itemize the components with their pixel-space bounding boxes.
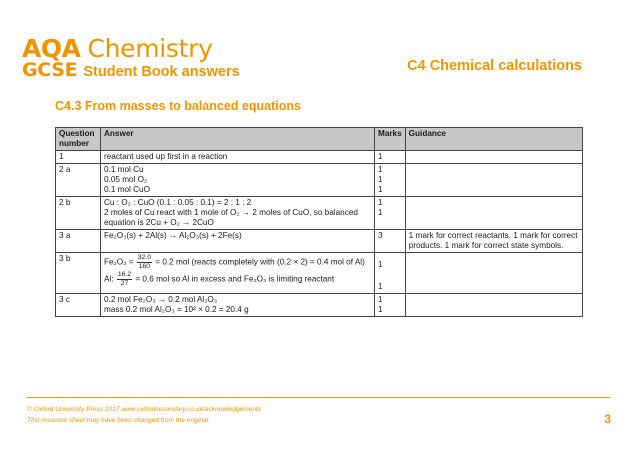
marks-cell xyxy=(375,197,406,230)
page-number: 3 xyxy=(604,412,611,426)
guidance-cell: 1 mark for correct reactants. 1 mark for correct products. 1 mark for correct state symbols. xyxy=(405,230,582,253)
mark-value: 1 xyxy=(378,282,383,291)
marks-cell xyxy=(375,230,406,253)
footer-notice: This resource sheet may have been changed from the original. xyxy=(27,417,210,424)
footer xyxy=(27,404,261,426)
mark-value: 1 xyxy=(378,175,383,184)
question-cell: 2 b xyxy=(56,197,101,230)
table-row xyxy=(56,253,583,294)
answer-line: mass 0.2 mol Al₂O₃ = 10² × 0.2 = 20.4 g xyxy=(104,305,249,314)
answer-line: Cu : O₂ : CuO (0.1 : 0.05 : 0.1) = 2 : 1 : 2 xyxy=(104,198,252,207)
guidance-cell xyxy=(405,164,582,197)
answers-table xyxy=(55,127,583,317)
question-cell: 3 a xyxy=(56,230,101,253)
answer-line: reactant used up first in a reaction xyxy=(104,152,228,161)
guidance-cell xyxy=(405,151,582,164)
answer-line: 2 moles of Cu react with 1 mole of O₂ → 2 moles of CuO, so balanced equation is 2Cu + O₂ → 2CuO xyxy=(104,208,358,227)
brand-book-title: Student Book answers xyxy=(83,64,240,80)
answer-line: 0.05 mol O₂ xyxy=(104,175,148,184)
answer-cell xyxy=(101,230,375,253)
answer-line: 0.1 mol Cu xyxy=(104,165,144,174)
guidance-cell xyxy=(405,197,582,230)
question-cell: 1 xyxy=(56,151,101,164)
brand-aqa: AQA xyxy=(22,34,81,63)
guidance-cell xyxy=(405,253,582,294)
brand-logo xyxy=(22,34,240,81)
header-answer: Answer xyxy=(101,128,375,151)
answer-line: 0.2 mol Fe₂O₃ → 0.2 mol Al₂O₃ xyxy=(104,295,218,304)
mark-value: 1 xyxy=(378,208,383,217)
formula-suffix: = 0.6 mol so Al in excess and Fe₂O₃ is limiting reactant xyxy=(133,274,335,284)
answer-cell xyxy=(101,294,375,317)
answer-line xyxy=(104,271,371,288)
answer-cell xyxy=(101,197,375,230)
fraction-denominator: 160 xyxy=(138,263,151,270)
table-header-row xyxy=(56,128,583,151)
footer-copyright: © Oxford University Press 2017 www.oxfordsecondary.co.uk/acknowledgements xyxy=(27,406,262,413)
mark-value: 1 xyxy=(378,260,383,269)
marks-cell xyxy=(375,294,406,317)
header-question: Question number xyxy=(56,128,101,151)
marks-cell xyxy=(375,253,406,294)
mark-value: 3 xyxy=(378,231,383,240)
brand-gcse: GCSE xyxy=(22,59,78,81)
answer-cell xyxy=(101,253,375,294)
mark-value: 1 xyxy=(378,198,383,207)
table-row xyxy=(56,151,583,164)
formula-prefix: Fe₂O₃ = xyxy=(104,257,136,267)
answer-line: 0.1 mol CuO xyxy=(104,185,150,194)
answer-line: Fe₂O₃(s) + 2Al(s) → Al₂O₃(s) + 2Fe(s) xyxy=(104,231,242,240)
header-guidance: Guidance xyxy=(405,128,582,151)
footer-divider xyxy=(27,397,610,398)
fraction xyxy=(137,254,152,271)
question-cell: 3 c xyxy=(56,294,101,317)
mark-value: 1 xyxy=(378,152,383,161)
section-title: C4.3 From masses to balanced equations xyxy=(55,99,301,113)
mark-value: 1 xyxy=(378,185,383,194)
answer-line xyxy=(104,254,371,271)
question-cell: 2 a xyxy=(56,164,101,197)
marks-cell xyxy=(375,164,406,197)
answer-cell xyxy=(101,164,375,197)
mark-value: 1 xyxy=(378,295,383,304)
table-row xyxy=(56,294,583,317)
guidance-cell xyxy=(405,294,582,317)
question-cell: 3 b xyxy=(56,253,101,294)
mark-value: 1 xyxy=(378,165,383,174)
fraction-denominator: 27 xyxy=(120,280,129,287)
table-row xyxy=(56,230,583,253)
answer-cell xyxy=(101,151,375,164)
mark-value: 1 xyxy=(378,305,383,314)
header-marks: Marks xyxy=(375,128,406,151)
fraction-numerator: 16.2 xyxy=(117,271,132,278)
formula-prefix: Al: xyxy=(104,274,116,284)
table-row xyxy=(56,164,583,197)
fraction xyxy=(117,271,132,288)
table-row xyxy=(56,197,583,230)
marks-cell xyxy=(375,151,406,164)
chapter-title: C4 Chemical calculations xyxy=(407,58,582,74)
formula-suffix: = 0.2 mol (reacts completely with (0.2 × 2) = 0.4 mol of Al) xyxy=(153,257,365,267)
fraction-numerator: 32.0 xyxy=(137,254,152,261)
brand-subject: Chemistry xyxy=(87,34,213,63)
